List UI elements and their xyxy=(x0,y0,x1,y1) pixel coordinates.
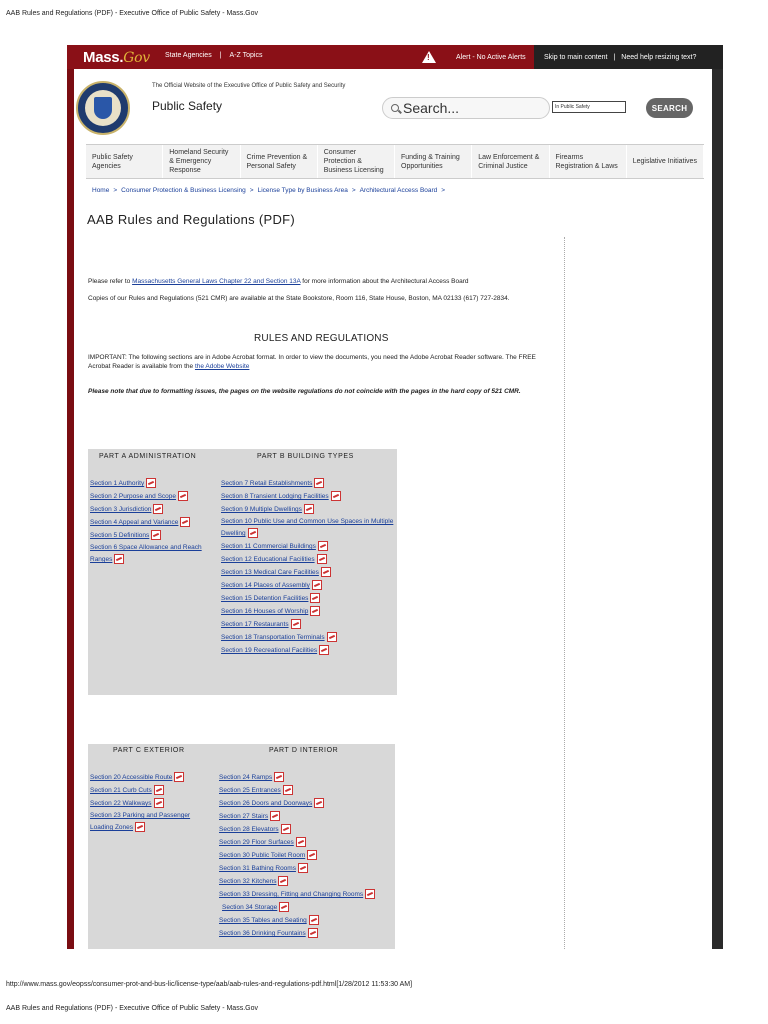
pdf-icon[interactable] xyxy=(307,850,317,860)
print-footer-url: http://www.mass.gov/eopss/consumer-prot-and-bus-lic/license-type/aab/aab-rules-and-regulations-pdf.html[1/28/2012 11:53:30 AM] xyxy=(6,981,413,988)
list-item[interactable] xyxy=(221,631,397,644)
section-link[interactable]: Section 14 Places of Assembly xyxy=(221,582,310,589)
frame-left-border xyxy=(67,45,74,949)
site-header xyxy=(74,69,712,144)
site-tagline: The Official Website of the Executive Office of Public Safety and Security xyxy=(152,83,346,89)
section-link[interactable]: Section 10 Public Use and Common Use Spaces in Multiple Dwelling xyxy=(221,518,394,537)
list-item[interactable] xyxy=(221,618,397,631)
pdf-icon[interactable] xyxy=(278,876,288,886)
breadcrumb-license-type[interactable]: License Type by Business Area xyxy=(257,187,348,194)
mass-gov-logo[interactable] xyxy=(83,49,150,66)
list-item[interactable] xyxy=(219,888,395,901)
nav-public-safety-agencies[interactable]: Public Safety Agencies xyxy=(86,145,163,178)
intro-copies: Copies of our Rules and Regulations (521 CMR) are available at the State Bookstore, Room 116, State House, Boston, MA 02133 (617) 727-2834. xyxy=(88,295,510,302)
state-agencies-link[interactable]: State Agencies xyxy=(165,52,212,59)
pdf-icon[interactable] xyxy=(151,530,161,540)
topnav-separator: | xyxy=(219,52,222,59)
section-link[interactable]: Section 27 Stairs xyxy=(219,813,269,820)
logo-main-text: Mass. xyxy=(83,49,124,66)
pdf-icon[interactable] xyxy=(114,554,124,564)
pdf-icon[interactable] xyxy=(174,772,184,782)
nav-legislative[interactable]: Legislative Initiatives xyxy=(627,145,704,178)
pdf-icon[interactable] xyxy=(248,528,258,538)
important-text: IMPORTANT: The following sections are in Adobe Acrobat format. In order to view the documents, you need the Adobe Acrobat Reader software. The FREE Acrobat Reader is available from the xyxy=(88,354,536,370)
list-item[interactable] xyxy=(221,605,397,618)
list-item[interactable] xyxy=(219,914,395,927)
part-b-title: PART B BUILDING TYPES xyxy=(257,453,354,460)
list-item[interactable] xyxy=(221,592,397,605)
list-item[interactable] xyxy=(219,901,395,914)
part-a-list xyxy=(90,477,215,566)
list-item[interactable] xyxy=(90,797,210,810)
list-item[interactable] xyxy=(219,862,395,875)
nav-law-enforcement[interactable]: Law Enforcement & Criminal Justice xyxy=(472,145,549,178)
section-link[interactable]: Section 26 Doors and Doorways xyxy=(219,800,313,807)
intro-refer xyxy=(88,277,548,286)
nav-funding-training[interactable]: Funding & Training Opportunities xyxy=(395,145,472,178)
section-link[interactable]: Section 25 Entrances xyxy=(219,787,281,794)
section-link[interactable]: Section 5 Definitions xyxy=(90,532,150,539)
pdf-icon[interactable] xyxy=(154,785,164,795)
part-c-title: PART C EXTERIOR xyxy=(113,747,185,754)
pdf-icon[interactable] xyxy=(274,772,284,782)
list-item[interactable] xyxy=(221,579,397,592)
main-nav xyxy=(86,144,704,179)
list-item[interactable] xyxy=(90,490,215,503)
list-item[interactable] xyxy=(219,836,395,849)
pdf-icon[interactable] xyxy=(298,863,308,873)
section-link[interactable]: Section 36 Drinking Fountains xyxy=(219,930,306,937)
adobe-link[interactable]: the Adobe Website xyxy=(194,363,250,370)
list-item[interactable] xyxy=(221,503,397,516)
part-d-title: PART D INTERIOR xyxy=(269,747,339,754)
section-link[interactable]: Section 28 Elevators xyxy=(219,826,279,833)
search-scope-select[interactable]: In Public Safety xyxy=(552,101,626,113)
search-button[interactable]: SEARCH xyxy=(646,98,693,118)
breadcrumb-separator: > xyxy=(441,187,446,194)
pdf-icon[interactable] xyxy=(331,491,341,501)
pdf-icon[interactable] xyxy=(314,478,324,488)
list-item[interactable] xyxy=(90,771,210,784)
section-link[interactable]: Section 18 Transportation Terminals xyxy=(221,634,325,641)
pdf-icon[interactable] xyxy=(314,798,324,808)
pdf-icon[interactable] xyxy=(296,837,306,847)
nav-crime-prevention[interactable]: Crime Prevention & Personal Safety xyxy=(241,145,318,178)
search-input[interactable] xyxy=(382,97,550,119)
pdf-icon[interactable] xyxy=(281,824,291,834)
state-seal-icon[interactable] xyxy=(76,81,130,135)
search-placeholder: Search... xyxy=(403,100,460,116)
list-item[interactable] xyxy=(221,516,397,540)
pdf-icon[interactable] xyxy=(291,619,301,629)
pdf-icon[interactable] xyxy=(327,632,337,642)
alert-text[interactable]: Alert - No Active Alerts xyxy=(456,53,526,61)
section-link[interactable]: Section 16 Houses of Worship xyxy=(221,608,309,615)
list-item[interactable] xyxy=(219,797,395,810)
list-item[interactable] xyxy=(90,810,210,834)
important-notice xyxy=(88,353,538,371)
section-link[interactable]: Section 13 Medical Care Facilities xyxy=(221,569,319,576)
section-link[interactable]: Section 9 Multiple Dwellings xyxy=(221,506,302,513)
section-link[interactable]: Section 2 Purpose and Scope xyxy=(90,493,177,500)
utility-links xyxy=(534,45,723,69)
search-icon xyxy=(391,104,399,112)
skip-link[interactable]: Skip to main content xyxy=(544,53,608,61)
list-item[interactable] xyxy=(90,516,215,529)
list-item[interactable] xyxy=(219,810,395,823)
list-item[interactable] xyxy=(219,849,395,862)
pdf-icon[interactable] xyxy=(317,554,327,564)
frame-right-border xyxy=(712,45,723,949)
print-header-title: AAB Rules and Regulations (PDF) - Executive Office of Public Safety - Mass.Gov xyxy=(6,10,258,17)
list-item[interactable] xyxy=(219,784,395,797)
pdf-icon[interactable] xyxy=(283,785,293,795)
refer-post-text: for more information about the Architectural Access Board xyxy=(300,278,469,285)
list-item[interactable] xyxy=(221,477,397,490)
list-item[interactable] xyxy=(90,477,215,490)
pdf-icon[interactable] xyxy=(146,478,156,488)
section-link[interactable]: Section 15 Detention Facilities xyxy=(221,595,309,602)
pdf-icon[interactable] xyxy=(180,517,190,527)
section-link[interactable]: Section 4 Appeal and Variance xyxy=(90,519,179,526)
resize-text-link[interactable]: Need help resizing text? xyxy=(621,53,697,61)
print-footer-title: AAB Rules and Regulations (PDF) - Executive Office of Public Safety - Mass.Gov xyxy=(6,1005,258,1012)
section-link[interactable]: Section 17 Restaurants xyxy=(221,621,289,628)
list-item[interactable] xyxy=(90,503,215,516)
pdf-icon[interactable] xyxy=(310,593,320,603)
breadcrumb xyxy=(92,187,445,194)
sidebar-divider xyxy=(564,237,565,949)
pdf-icon[interactable] xyxy=(270,811,280,821)
section-link[interactable]: Section 19 Recreational Facilities xyxy=(221,647,318,654)
part-c-list xyxy=(90,771,210,834)
nav-consumer-protection[interactable]: Consumer Protection & Business Licensing xyxy=(318,145,395,178)
alert-area[interactable] xyxy=(422,45,526,69)
pdf-icon[interactable] xyxy=(310,606,320,616)
rules-heading: RULES AND REGULATIONS xyxy=(254,333,389,344)
nav-homeland-security[interactable]: Homeland Security & Emergency Response xyxy=(163,145,240,178)
pdf-icon[interactable] xyxy=(279,902,289,912)
util-separator: | xyxy=(613,53,616,61)
breadcrumb-consumer-protection[interactable]: Consumer Protection & Business Licensing xyxy=(121,187,246,194)
pdf-icon[interactable] xyxy=(321,567,331,577)
refer-text: Please refer to xyxy=(88,278,133,285)
top-bar xyxy=(67,45,723,69)
list-item[interactable] xyxy=(221,553,397,566)
part-a-title: PART A ADMINISTRATION xyxy=(99,453,197,460)
pdf-icon[interactable] xyxy=(308,928,318,938)
pdf-icon[interactable] xyxy=(154,798,164,808)
section-link[interactable]: Section 3 Jurisdiction xyxy=(90,506,152,513)
breadcrumb-separator: > xyxy=(249,187,254,194)
pdf-icon[interactable] xyxy=(365,889,375,899)
pdf-icon[interactable] xyxy=(153,504,163,514)
section-link[interactable]: Section 6 Space Allowance and Reach Ranges xyxy=(90,544,202,563)
list-item[interactable] xyxy=(219,823,395,836)
pdf-icon[interactable] xyxy=(135,822,145,832)
section-link[interactable]: Section 35 Tables and Seating xyxy=(219,917,307,924)
pdf-icon[interactable] xyxy=(319,645,329,655)
az-topics-link[interactable]: A-Z Topics xyxy=(229,52,263,59)
part-d-list xyxy=(219,771,395,940)
nav-firearms[interactable]: Firearms Registration & Laws xyxy=(550,145,627,178)
top-nav xyxy=(165,52,262,59)
section-link[interactable]: Section 33 Dressing, Fitting and Changing Rooms xyxy=(219,891,364,898)
part-b-list xyxy=(221,477,397,657)
breadcrumb-aab[interactable]: Architectural Access Board xyxy=(359,187,438,194)
section-link[interactable]: Section 34 Storage xyxy=(222,904,278,911)
section-link[interactable]: Section 8 Transient Lodging Facilities xyxy=(221,493,329,500)
page-title: AAB Rules and Regulations (PDF) xyxy=(87,212,296,227)
alert-triangle-icon xyxy=(422,51,436,63)
pdf-icon[interactable] xyxy=(304,504,314,514)
site-title[interactable]: Public Safety xyxy=(152,99,223,113)
section-link[interactable]: Section 22 Walkways xyxy=(90,800,152,807)
breadcrumb-home[interactable]: Home xyxy=(92,187,110,194)
section-link[interactable]: Section 32 Kitchens xyxy=(219,878,277,885)
pdf-icon[interactable] xyxy=(309,915,319,925)
pdf-icon[interactable] xyxy=(178,491,188,501)
list-item[interactable] xyxy=(219,927,395,940)
list-item[interactable] xyxy=(90,529,215,542)
breadcrumb-separator: > xyxy=(351,187,356,194)
list-item[interactable] xyxy=(221,540,397,553)
pdf-icon[interactable] xyxy=(312,580,322,590)
section-link[interactable]: Section 20 Accessible Route xyxy=(90,774,173,781)
parts-c-d-panel xyxy=(88,744,395,949)
section-link[interactable]: Section 23 Parking and Passenger Loading Zones xyxy=(90,812,191,831)
list-item[interactable] xyxy=(221,566,397,579)
list-item[interactable] xyxy=(90,542,215,566)
intro-content xyxy=(88,277,548,311)
list-item[interactable] xyxy=(219,771,395,784)
breadcrumb-separator: > xyxy=(113,187,118,194)
parts-a-b-panel xyxy=(88,449,397,695)
section-link[interactable]: Section 30 Public Toilet Room xyxy=(219,852,306,859)
list-item[interactable] xyxy=(90,784,210,797)
list-item[interactable] xyxy=(221,644,397,657)
section-link[interactable]: Section 29 Floor Surfaces xyxy=(219,839,294,846)
section-link[interactable]: Section 11 Commercial Buildings xyxy=(221,543,316,550)
mgl-link[interactable]: Massachusetts General Laws Chapter 22 and Section 13A xyxy=(132,278,301,285)
section-link[interactable]: Section 31 Bathing Rooms xyxy=(219,865,296,872)
section-link[interactable]: Section 24 Ramps xyxy=(219,774,273,781)
pdf-icon[interactable] xyxy=(318,541,328,551)
section-link[interactable]: Section 7 Retail Establishments xyxy=(221,480,313,487)
section-link[interactable]: Section 21 Curb Cuts xyxy=(90,787,152,794)
section-link[interactable]: Section 12 Educational Facilities xyxy=(221,556,315,563)
logo-gov-text: Gov xyxy=(123,50,150,66)
list-item[interactable] xyxy=(221,490,397,503)
formatting-note: Please note that due to formatting issues, the pages on the website regulations do not coincide with the pages in the hard copy of 521 CMR. xyxy=(88,388,521,395)
list-item[interactable] xyxy=(219,875,395,888)
section-link[interactable]: Section 1 Authority xyxy=(90,480,145,487)
